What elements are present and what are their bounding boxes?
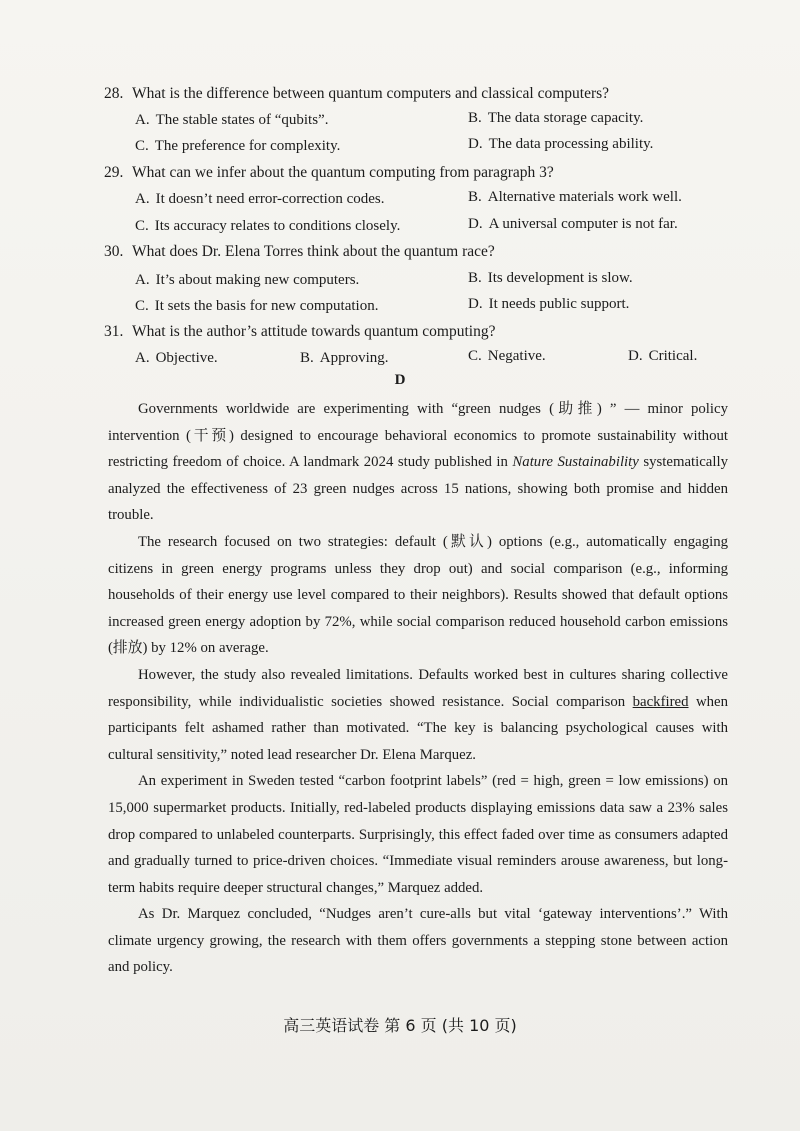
question-number: 28. <box>104 85 124 102</box>
paragraph-3: However, the study also revealed limitations. Defaults worked best in cultures sharing collective responsibility, while individualistic societies showed resistance. Social comparison backfired when participants felt ashamed rather than motivated. “The key is balancing psychological causes with cultural sensitivity,” noted lead researcher Dr. Elena Marquez. <box>108 666 729 763</box>
question-number: 31. <box>104 323 124 340</box>
option-28-b: B. The data storage capacity. <box>468 110 644 126</box>
option-29-c: C. Its accuracy relates to conditions closely. <box>135 218 401 234</box>
paragraph-1: Governments worldwide are experimenting with “green nudges (助推) ” — minor policy intervention (干预) designed to encourage behavioral economics to promote sustainability without restricting freedom of choice. A landmark 2024 study published in Nature Sustainability systematically analyzed the effectiveness of 23 green nudges across 15 nations, showing both promise and hidden trouble. <box>108 401 728 524</box>
reading-passage <box>108 396 728 981</box>
question-text: What is the difference between quantum computers and classical computers? <box>132 85 610 102</box>
paragraph-4: An experiment in Sweden tested “carbon footprint labels” (red = high, green = low emissions) on 15,000 supermarket products. Initially, red-labeled products displaying emissions data saw a 23% sales drop compared to unlabeled counterparts. Surprisingly, this effect faded over time as consumers adapted and gradually turned to price-driven choices. “Immediate visual reminders arouse awareness, but long-term habits require deeper structural changes,” Marquez added. <box>108 773 728 896</box>
option-29-b: B. Alternative materials work well. <box>468 189 682 205</box>
option-31-a: A. Objective. <box>135 350 218 366</box>
option-28-a: A. The stable states of “qubits”. <box>135 112 329 128</box>
option-31-d: D. Critical. <box>628 348 698 364</box>
question-text: What does Dr. Elena Torres think about the quantum race? <box>132 243 495 260</box>
underlined-word: backfired <box>632 693 689 710</box>
option-29-d: D. A universal computer is not far. <box>468 216 678 232</box>
question-28 <box>104 84 734 104</box>
option-30-b: B. Its development is slow. <box>468 270 633 286</box>
question-30 <box>104 242 734 262</box>
question-31 <box>104 322 734 342</box>
question-number: 29. <box>104 164 124 181</box>
section-title: D <box>394 372 406 388</box>
question-29 <box>104 163 734 183</box>
paragraph-5: As Dr. Marquez concluded, “Nudges aren’t cure-alls but vital ‘gateway interventions’.” With climate urgency growing, the research with them offers governments a stepping stone between action and policy. <box>108 906 728 976</box>
option-31-b: B. Approving. <box>300 350 389 366</box>
option-31-c: C. Negative. <box>468 348 546 364</box>
option-30-d: D. It needs public support. <box>468 296 630 312</box>
question-text: What can we infer about the quantum computing from paragraph 3? <box>132 164 554 181</box>
option-29-a: A. It doesn’t need error-correction codes. <box>135 191 385 207</box>
paragraph-2: The research focused on two strategies: default (默认) options (e.g., automatically engaging citizens in green energy programs unless they drop out) and social comparison (e.g., informing households of their energy use level compared to their neighbors). Results showed that default options increased green energy adoption by 72%, while social comparison reduced household carbon emissions (排放) by 12% on average. <box>108 533 728 657</box>
question-number: 30. <box>104 243 124 260</box>
option-30-a: A. It’s about making new computers. <box>135 272 360 288</box>
option-28-c: C. The preference for complexity. <box>135 138 341 154</box>
question-text: What is the author’s attitude towards quantum computing? <box>132 323 496 340</box>
option-30-c: C. It sets the basis for new computation. <box>135 298 379 314</box>
page-footer: 高三英语试卷 第 6 页 (共 10 页) <box>283 1016 517 1035</box>
journal-name: Nature Sustainability <box>512 454 639 471</box>
option-28-d: D. The data processing ability. <box>468 136 654 152</box>
